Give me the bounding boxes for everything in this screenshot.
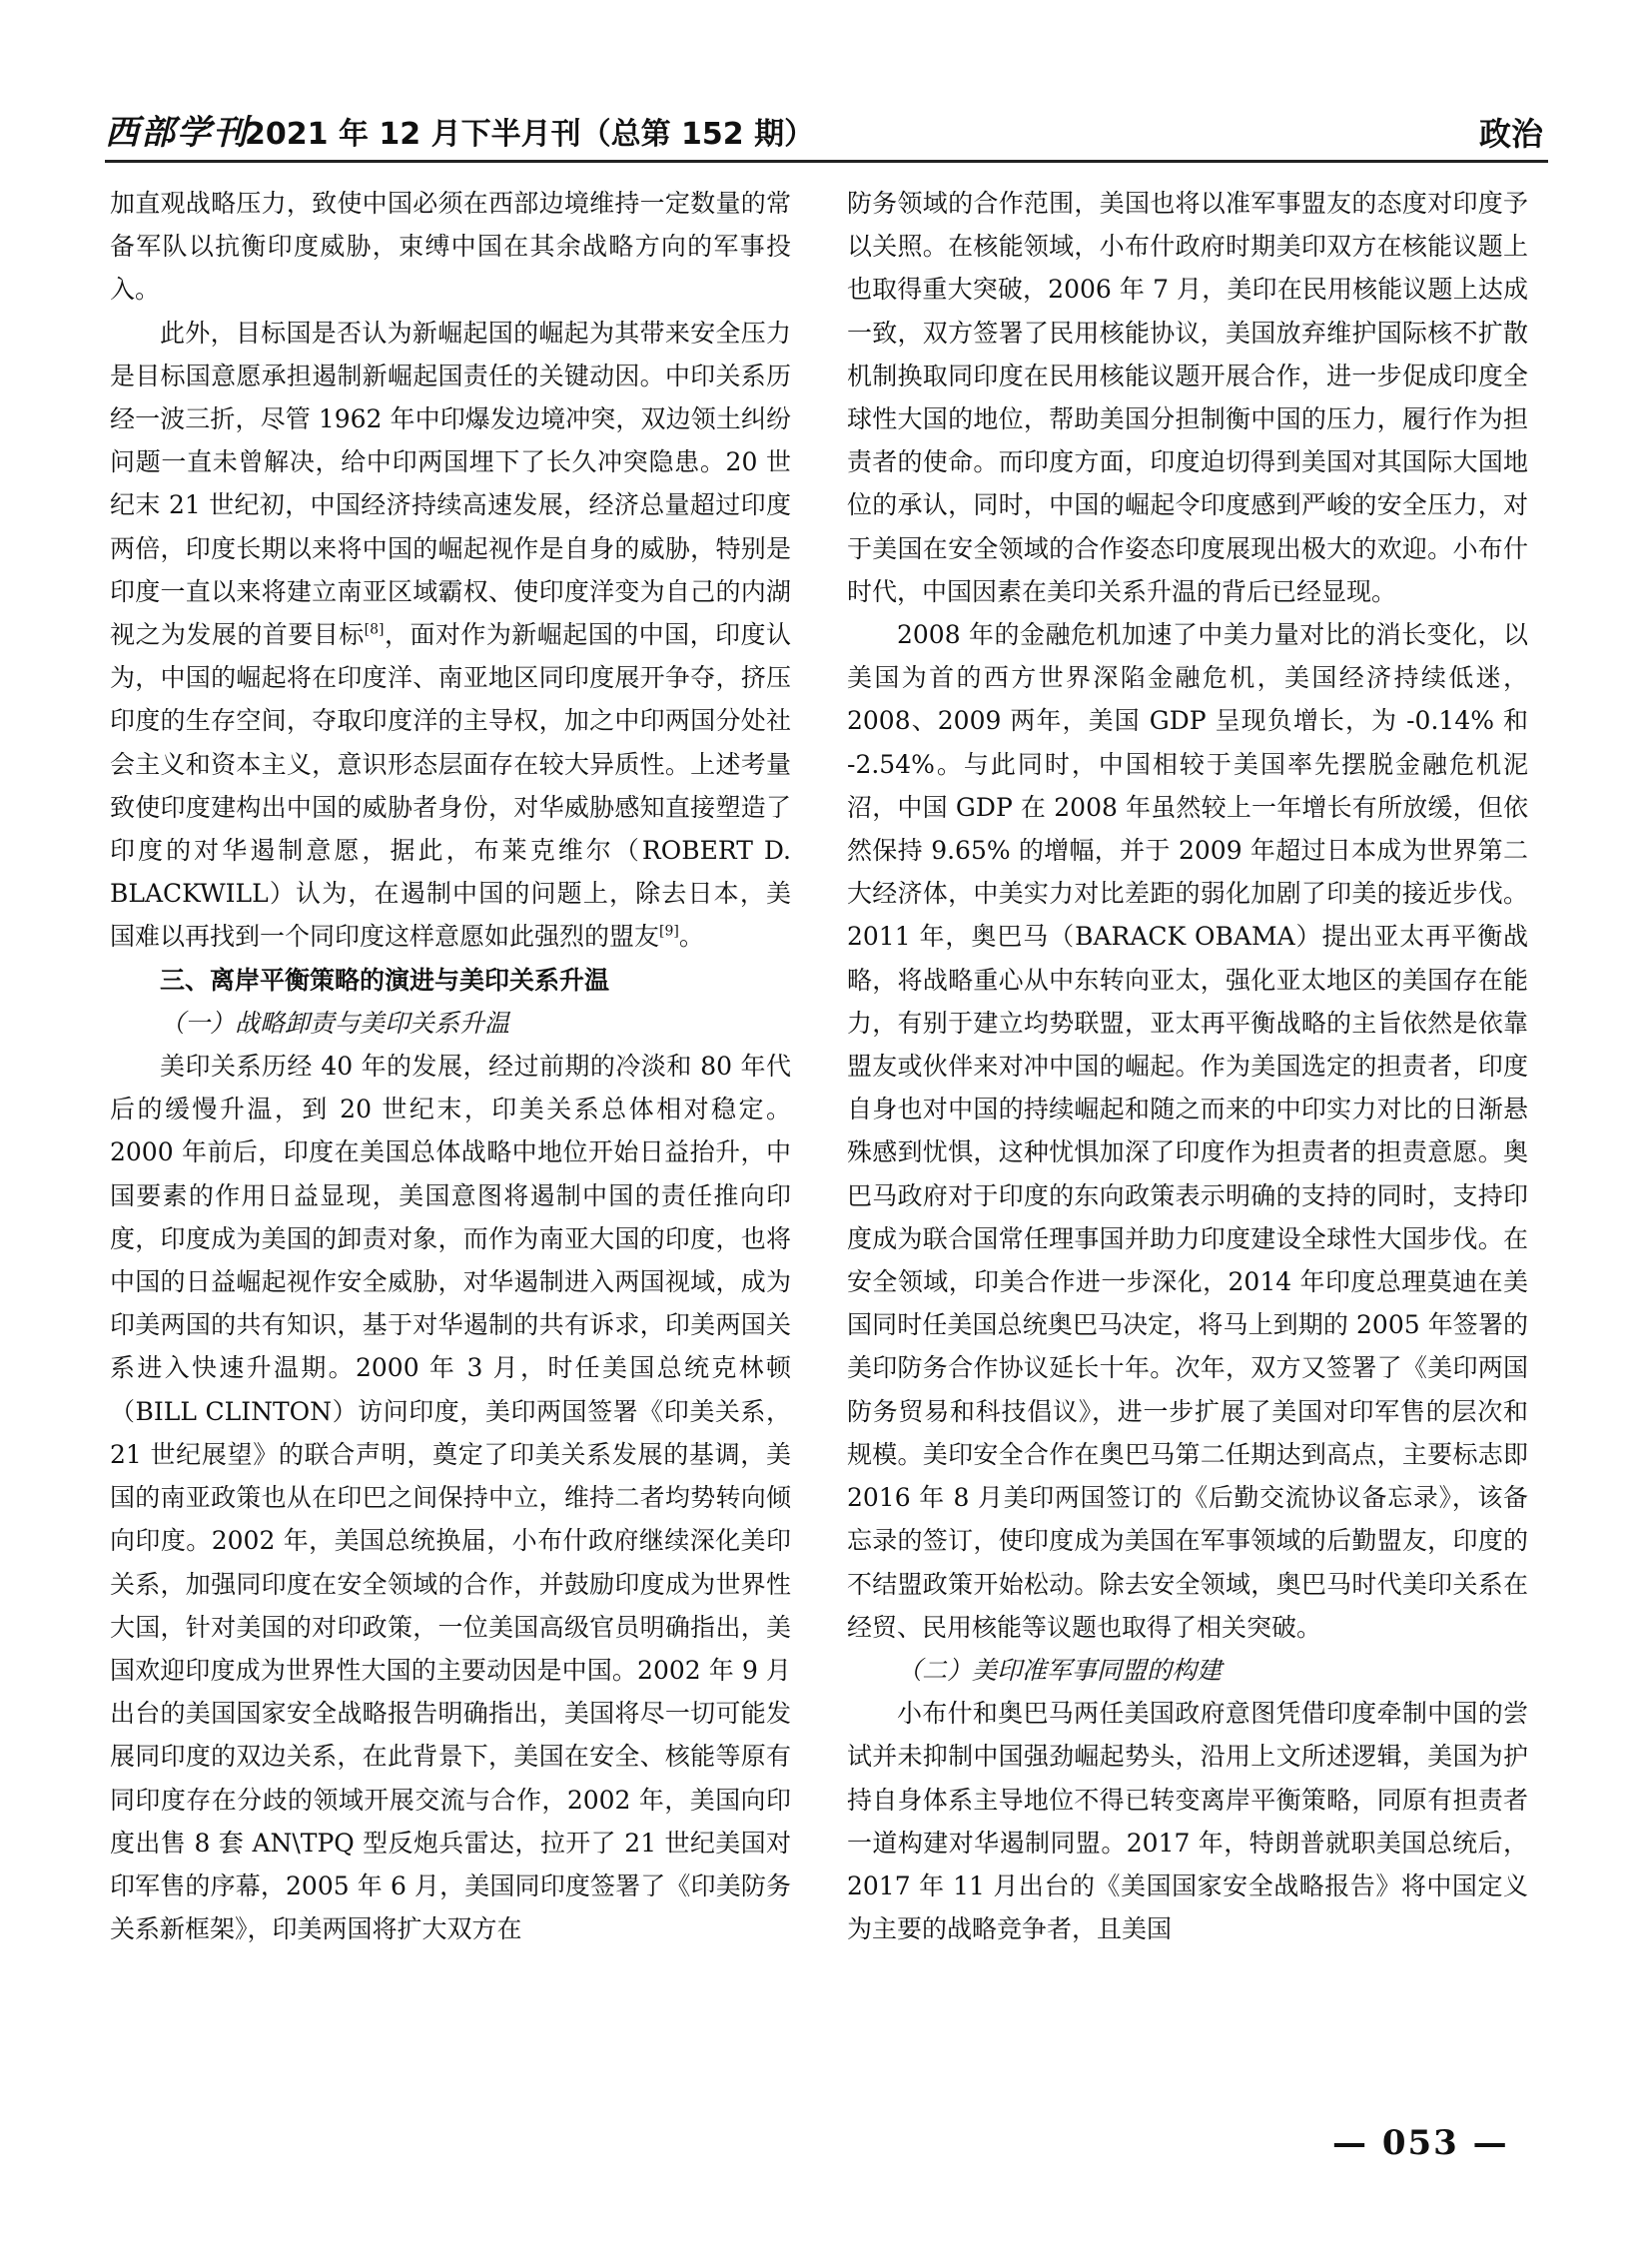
citation-ref: [8] (364, 621, 385, 638)
header-rule (105, 160, 1548, 163)
section-name: 政治 (1478, 115, 1543, 153)
page-header (105, 105, 1543, 155)
issue-info: 2021 年 12 月下半月刊（总第 152 期） (245, 117, 815, 152)
page-number: — 053 — (1332, 2123, 1509, 2163)
paragraph: 加直观战略压力，致使中国必须在西部边境维持一定数量的常备军队以抗衡印度威胁，束缚中国在其余战略方向的军事投入。 (110, 189, 791, 305)
paragraph-text: ，面对作为新崛起国的中国，印度认为，中国的崛起将在印度洋、南亚地区同印度展开争夺，挤压印度的生存空间，夺取印度洋的主导权，加之中印两国分处社会主义和资本主义，意识形态层面存在较大异质性。上述考量致使印度建构出中国的威胁者身份，对华威胁感知直接塑造了印度的对华遏制意愿，据此，布莱克维尔（ROBERT D. BLACKWILL）认为，在遏制中国的问题上，除去日本，美国难以再找到一个同印度这样意愿如此强烈的盟友 (110, 620, 791, 952)
left-column (110, 182, 791, 1950)
paragraph-text: 。 (678, 922, 704, 952)
citation-ref: [9] (659, 924, 679, 941)
paragraph: 小布什和奥巴马两任美国政府意图凭借印度牵制中国的尝试并未抑制中国强劲崛起势头，沿用上文所述逻辑，美国为护持自身体系主导地位不得已转变离岸平衡策略，同原有担责者一道构建对华遏制同盟。2017 年，特朗普就职美国总统后，2017 年 11 月出台的《美国国家安全战略报告》将中国定义为主要的战略竞争者，且美国 (847, 1699, 1528, 1944)
paragraph: 2008 年的金融危机加速了中美力量对比的消长变化，以美国为首的西方世界深陷金融危机，美国经济持续低迷，2008、2009 两年，美国 GDP 呈现负增长，为 -0.14% 和 -2.54%。与此同时，中国相较于美国率先摆脱金融危机泥沼，中国 GDP 在 2008 年虽然较上一年增长有所放缓，但依然保持 9.65% 的增幅，并于 2009 年超过日本成为世界第二大经济体，中美实力对比差距的弱化加剧了印美的接近步伐。2011 年，奥巴马（BARACK OBAMA）提出亚太再平衡战略，将战略重心从中东转向亚太，强化亚太地区的美国存在能力，有别于建立均势联盟，亚太再平衡战略的主旨依然是依靠盟友或伙伴来对冲中国的崛起。作为美国选定的担责者，印度自身也对中国的持续崛起和随之而来的中印实力对比的日渐悬殊感到忧惧，这种忧惧加深了印度作为担责者的担责意愿。奥巴马政府对于印度的东向政策表示明确的支持的同时，支持印度成为联合国常任理事国并助力印度建设全球性大国步伐。在安全领域，印美合作进一步深化，2014 年印度总理莫迪在美国同时任美国总统奥巴马决定，将马上到期的 2005 年签署的美印防务合作协议延长十年。次年，双方又签署了《美印两国防务贸易和科技倡议》，进一步扩展了美国对印军售的层次和规模。美印安全合作在奥巴马第二任期达到高点，主要标志即 2016 年 8 月美印两国签订的《后勤交流协议备忘录》，该备忘录的签订，使印度成为美国在军事领域的后勤盟友，印度的不结盟政策开始松动。除去安全领域，奥巴马时代美印关系在经贸、民用核能等议题也取得了相关突破。 (847, 620, 1528, 1642)
paragraph-text: 此外，目标国是否认为新崛起国的崛起为其带来安全压力是目标国意愿承担遏制新崛起国责任的关键动因。中印关系历经一波三折，尽管 1962 年中印爆发边境冲突，双边领土纠纷问题一直未曾解决，给中印两国埋下了长久冲突隐患。20 世纪末 21 世纪初，中国经济持续高速发展，经济总量超过印度两倍，印度长期以来将中国的崛起视作是自身的威胁，特别是印度一直以来将建立南亚区域霸权、使印度洋变为自己的内湖视之为发展的首要目标 (110, 318, 791, 650)
subsection-heading: （二）美印准军事同盟的构建 (897, 1655, 1223, 1685)
paragraph: 防务领域的合作范围，美国也将以准军事盟友的态度对印度予以关照。在核能领域，小布什政府时期美印双方在核能议题上也取得重大突破，2006 年 7 月，美印在民用核能议题上达成一致，双方签署了民用核能协议，美国放弃维护国际核不扩散机制换取同印度在民用核能议题开展合作，进一步促成印度全球性大国的地位，帮助美国分担制衡中国的压力，履行作为担责者的使命。而印度方面，印度迫切得到美国对其国际大国地位的承认，同时，中国的崛起令印度感到严峻的安全压力，对于美国在安全领域的合作姿态印度展现出极大的欢迎。小布什时代，中国因素在美印关系升温的背后已经显现。 (847, 189, 1528, 606)
journal-logo: 西部学刊 (105, 113, 249, 153)
paragraph: 美印关系历经 40 年的发展，经过前期的冷淡和 80 年代后的缓慢升温，到 20 世纪末，印美关系总体相对稳定。2000 年前后，印度在美国总体战略中地位开始日益抬升，中国要素的作用日益显现，美国意图将遏制中国的责任推向印度，印度成为美国的卸责对象，而作为南亚大国的印度，也将中国的日益崛起视作安全威胁，对华遏制进入两国视域，成为印美两国的共有知识，基于对华遏制的共有诉求，印美两国关系进入快速升温期。2000 年 3 月，时任美国总统克林顿（BILL CLINTON）访问印度，美印两国签署《印美关系，21 世纪展望》的联合声明，奠定了印美关系发展的基调，美国的南亚政策也从在印巴之间保持中立，维持二者均势转向倾向印度。2002 年，美国总统换届，小布什政府继续深化美印关系，加强同印度在安全领域的合作，并鼓励印度成为世界性大国，针对美国的对印政策，一位美国高级官员明确指出，美国欢迎印度成为世界性大国的主要动因是中国。2002 年 9 月出台的美国国家安全战略报告明确指出，美国将尽一切可能发展同印度的双边关系，在此背景下，美国在安全、核能等原有同印度存在分歧的领域开展交流与合作，2002 年，美国向印度出售 8 套 AN\TPQ 型反炮兵雷达，拉开了 21 世纪美国对印军售的序幕，2005 年 6 月，美国同印度签署了《印美防务关系新框架》，印美两国将扩大双方在 (110, 1052, 791, 1944)
section-heading: 三、离岸平衡策略的演进与美印关系升温 (160, 965, 610, 995)
right-column (847, 182, 1528, 1950)
paragraph (110, 312, 791, 959)
subsection-heading: （一）战略卸责与美印关系升温 (160, 1008, 510, 1038)
